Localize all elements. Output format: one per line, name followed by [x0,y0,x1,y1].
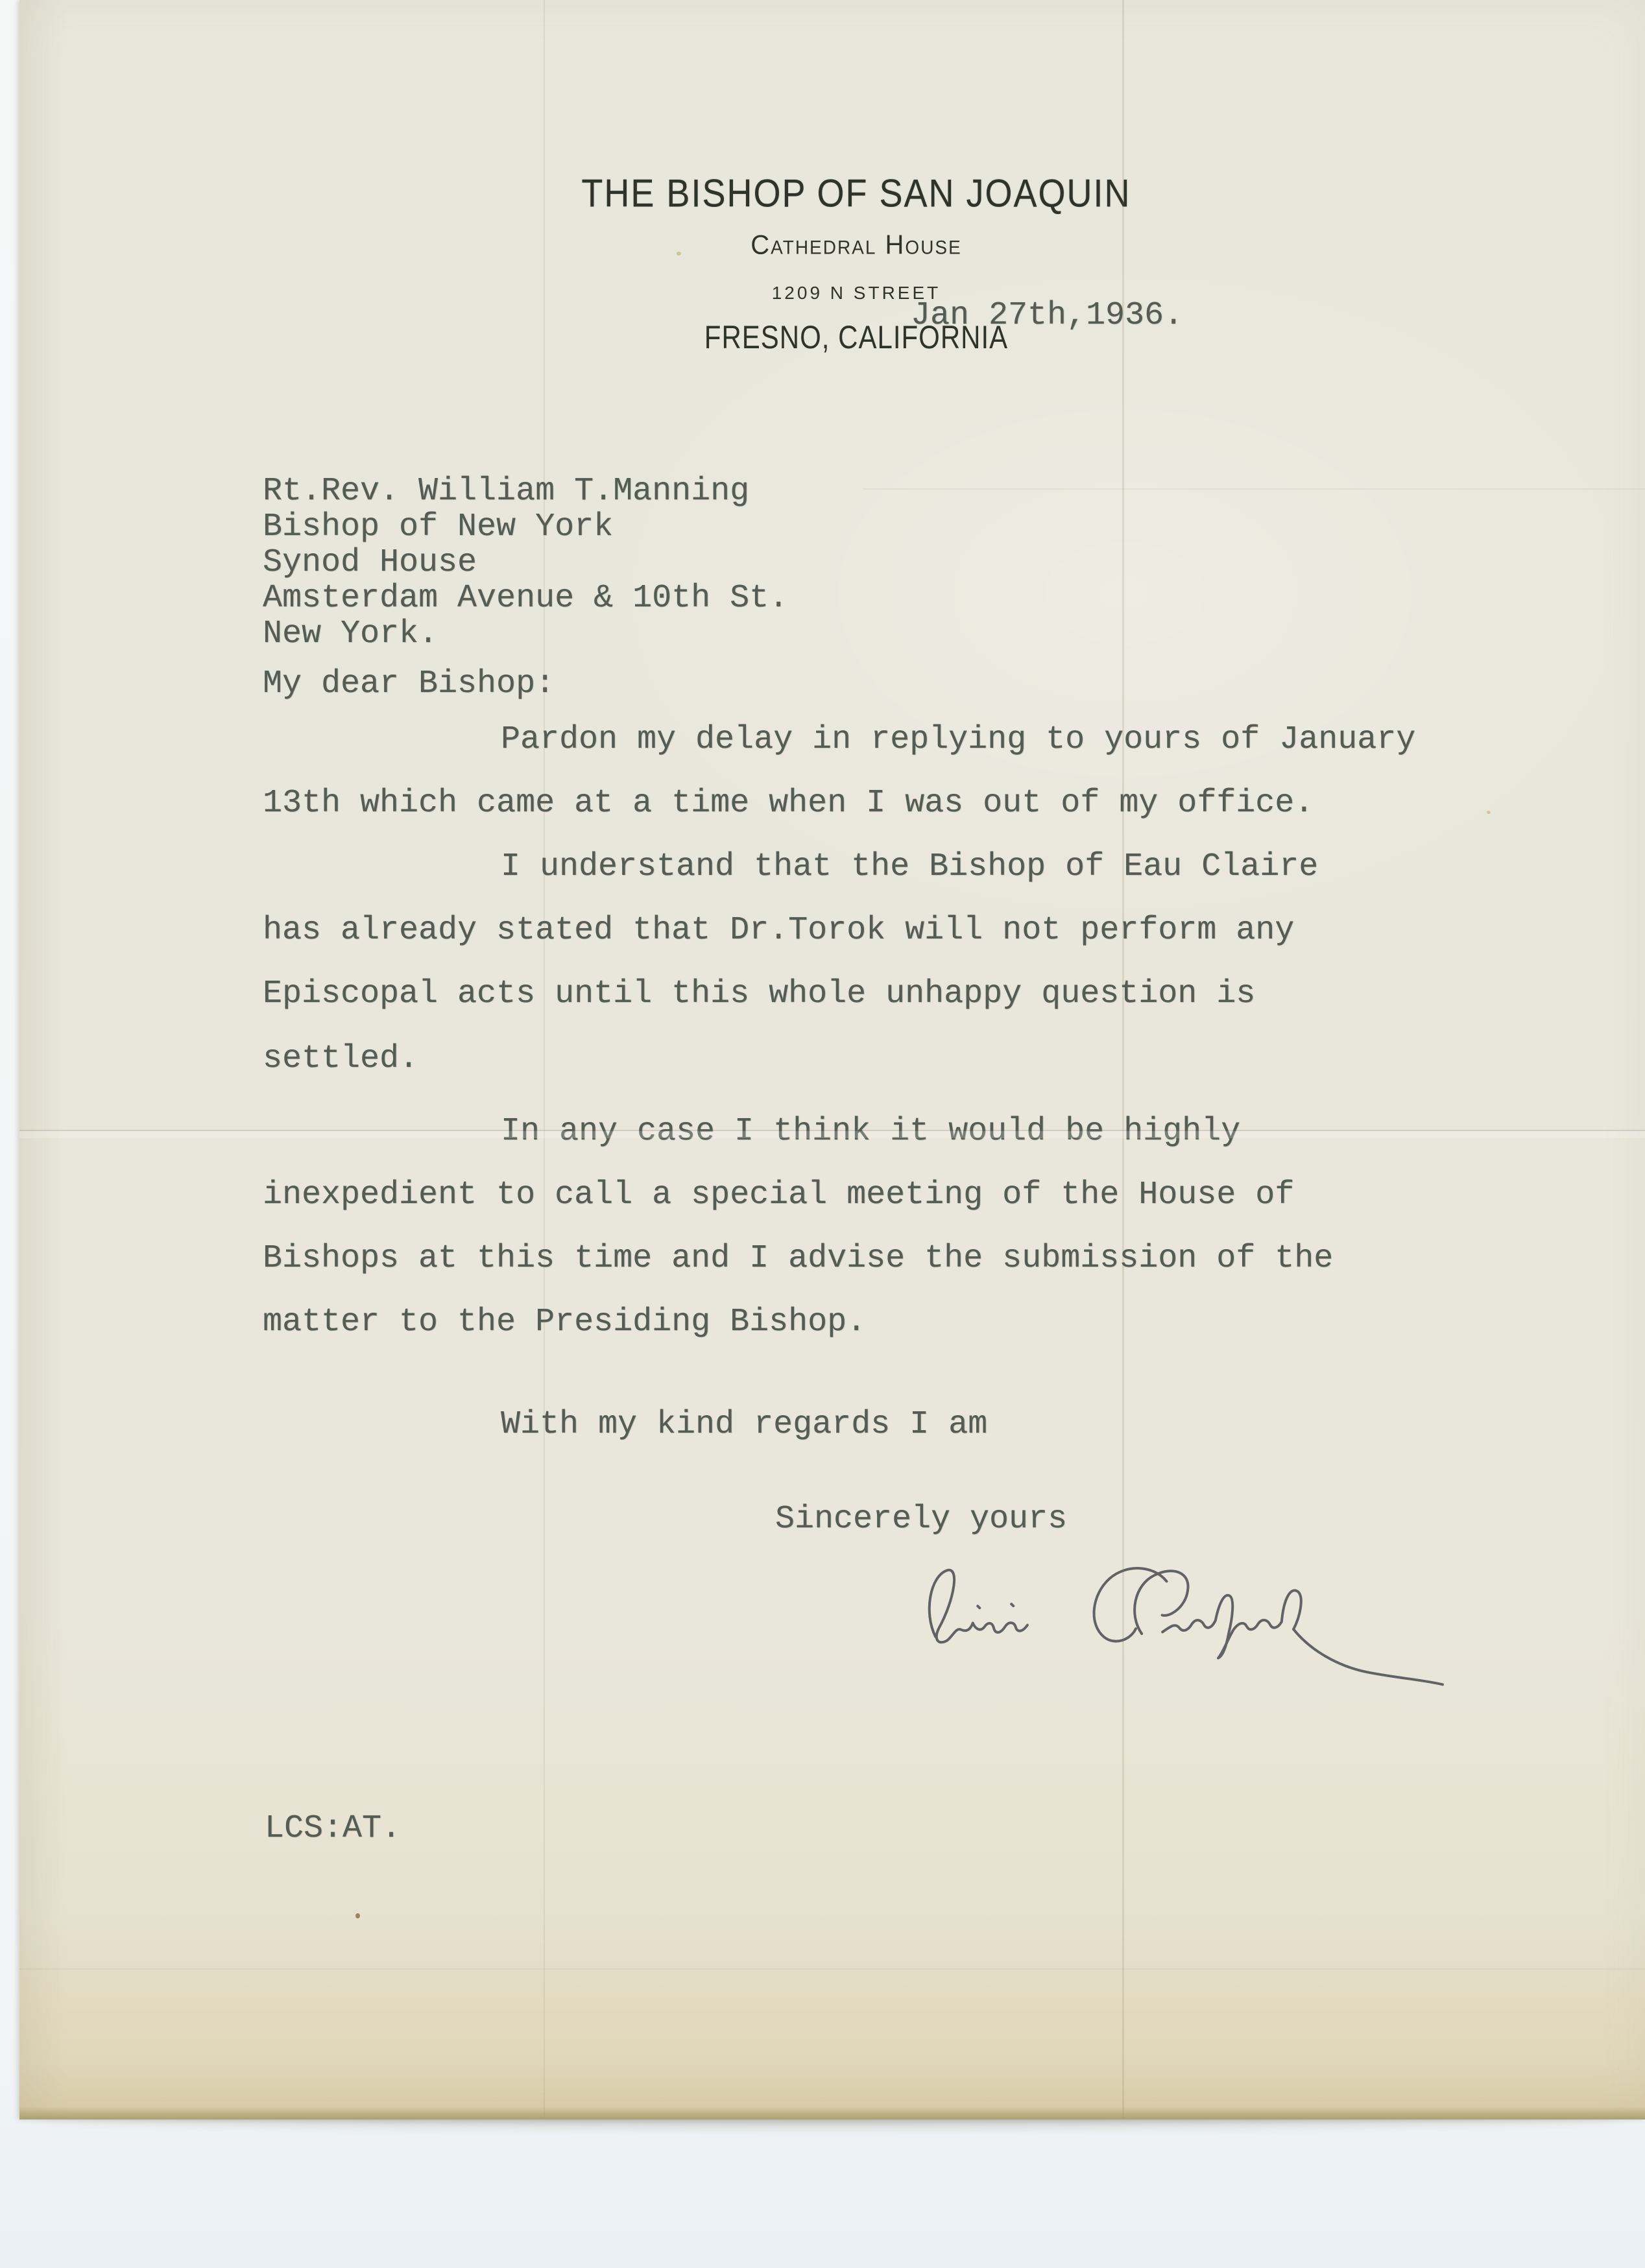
reference-initials: LCS:AT. [265,1810,402,1847]
body-line: has already stated that Dr.Torok will not perform any [263,912,1295,949]
body-line: I understand that the Bishop of Eau Claire [501,848,1319,885]
signature-handwriting [894,1549,1455,1706]
horizontal-fold-crease [19,1968,1645,1970]
recipient-line: Bishop of New York [263,508,614,545]
recipient-line: New York. [263,615,438,652]
body-line: Episcopal acts until this whole unhappy question is [263,975,1256,1012]
body-line: Pardon my delay in replying to yours of January [501,721,1416,758]
body-line: settled. [263,1040,419,1077]
letter-paper [19,0,1645,2119]
horizontal-fold-crease [863,488,1645,490]
recipient-line: Amsterdam Avenue & 10th St. [263,580,789,617]
body-line: Bishops at this time and I advise the submission of the [263,1240,1334,1277]
closing-line: With my kind regards I am [501,1406,988,1443]
recipient-line: Synod House [263,544,477,581]
letterhead-street: 1209 N STREET [771,283,941,303]
body-line: matter to the Presiding Bishop. [263,1304,867,1341]
letterhead-city: FRESNO, CALIFORNIA [704,318,1009,355]
body-line: inexpedient to call a special meeting of the House of [263,1176,1295,1213]
letterhead-building: Cathedral House [750,230,962,261]
recipient-line: Rt.Rev. William T.Manning [263,473,750,510]
letterhead-organization: THE BISHOP OF SAN JOAQUIN [581,171,1131,215]
paper-blemish-speck [355,1913,360,1918]
paper-bottom-edge [19,2107,1645,2119]
body-line: In any case I think it would be highly [501,1113,1241,1150]
valediction: Sincerely yours [775,1501,1068,1538]
salutation: My dear Bishop: [263,665,555,702]
body-line: 13th which came at a time when I was out of my office. [263,785,1314,822]
paper-blemish-speck [1487,811,1491,814]
paper-blemish-speck [677,252,681,256]
date-line: Jan 27th,1936. [911,297,1184,334]
vertical-fold-crease [544,0,545,2119]
